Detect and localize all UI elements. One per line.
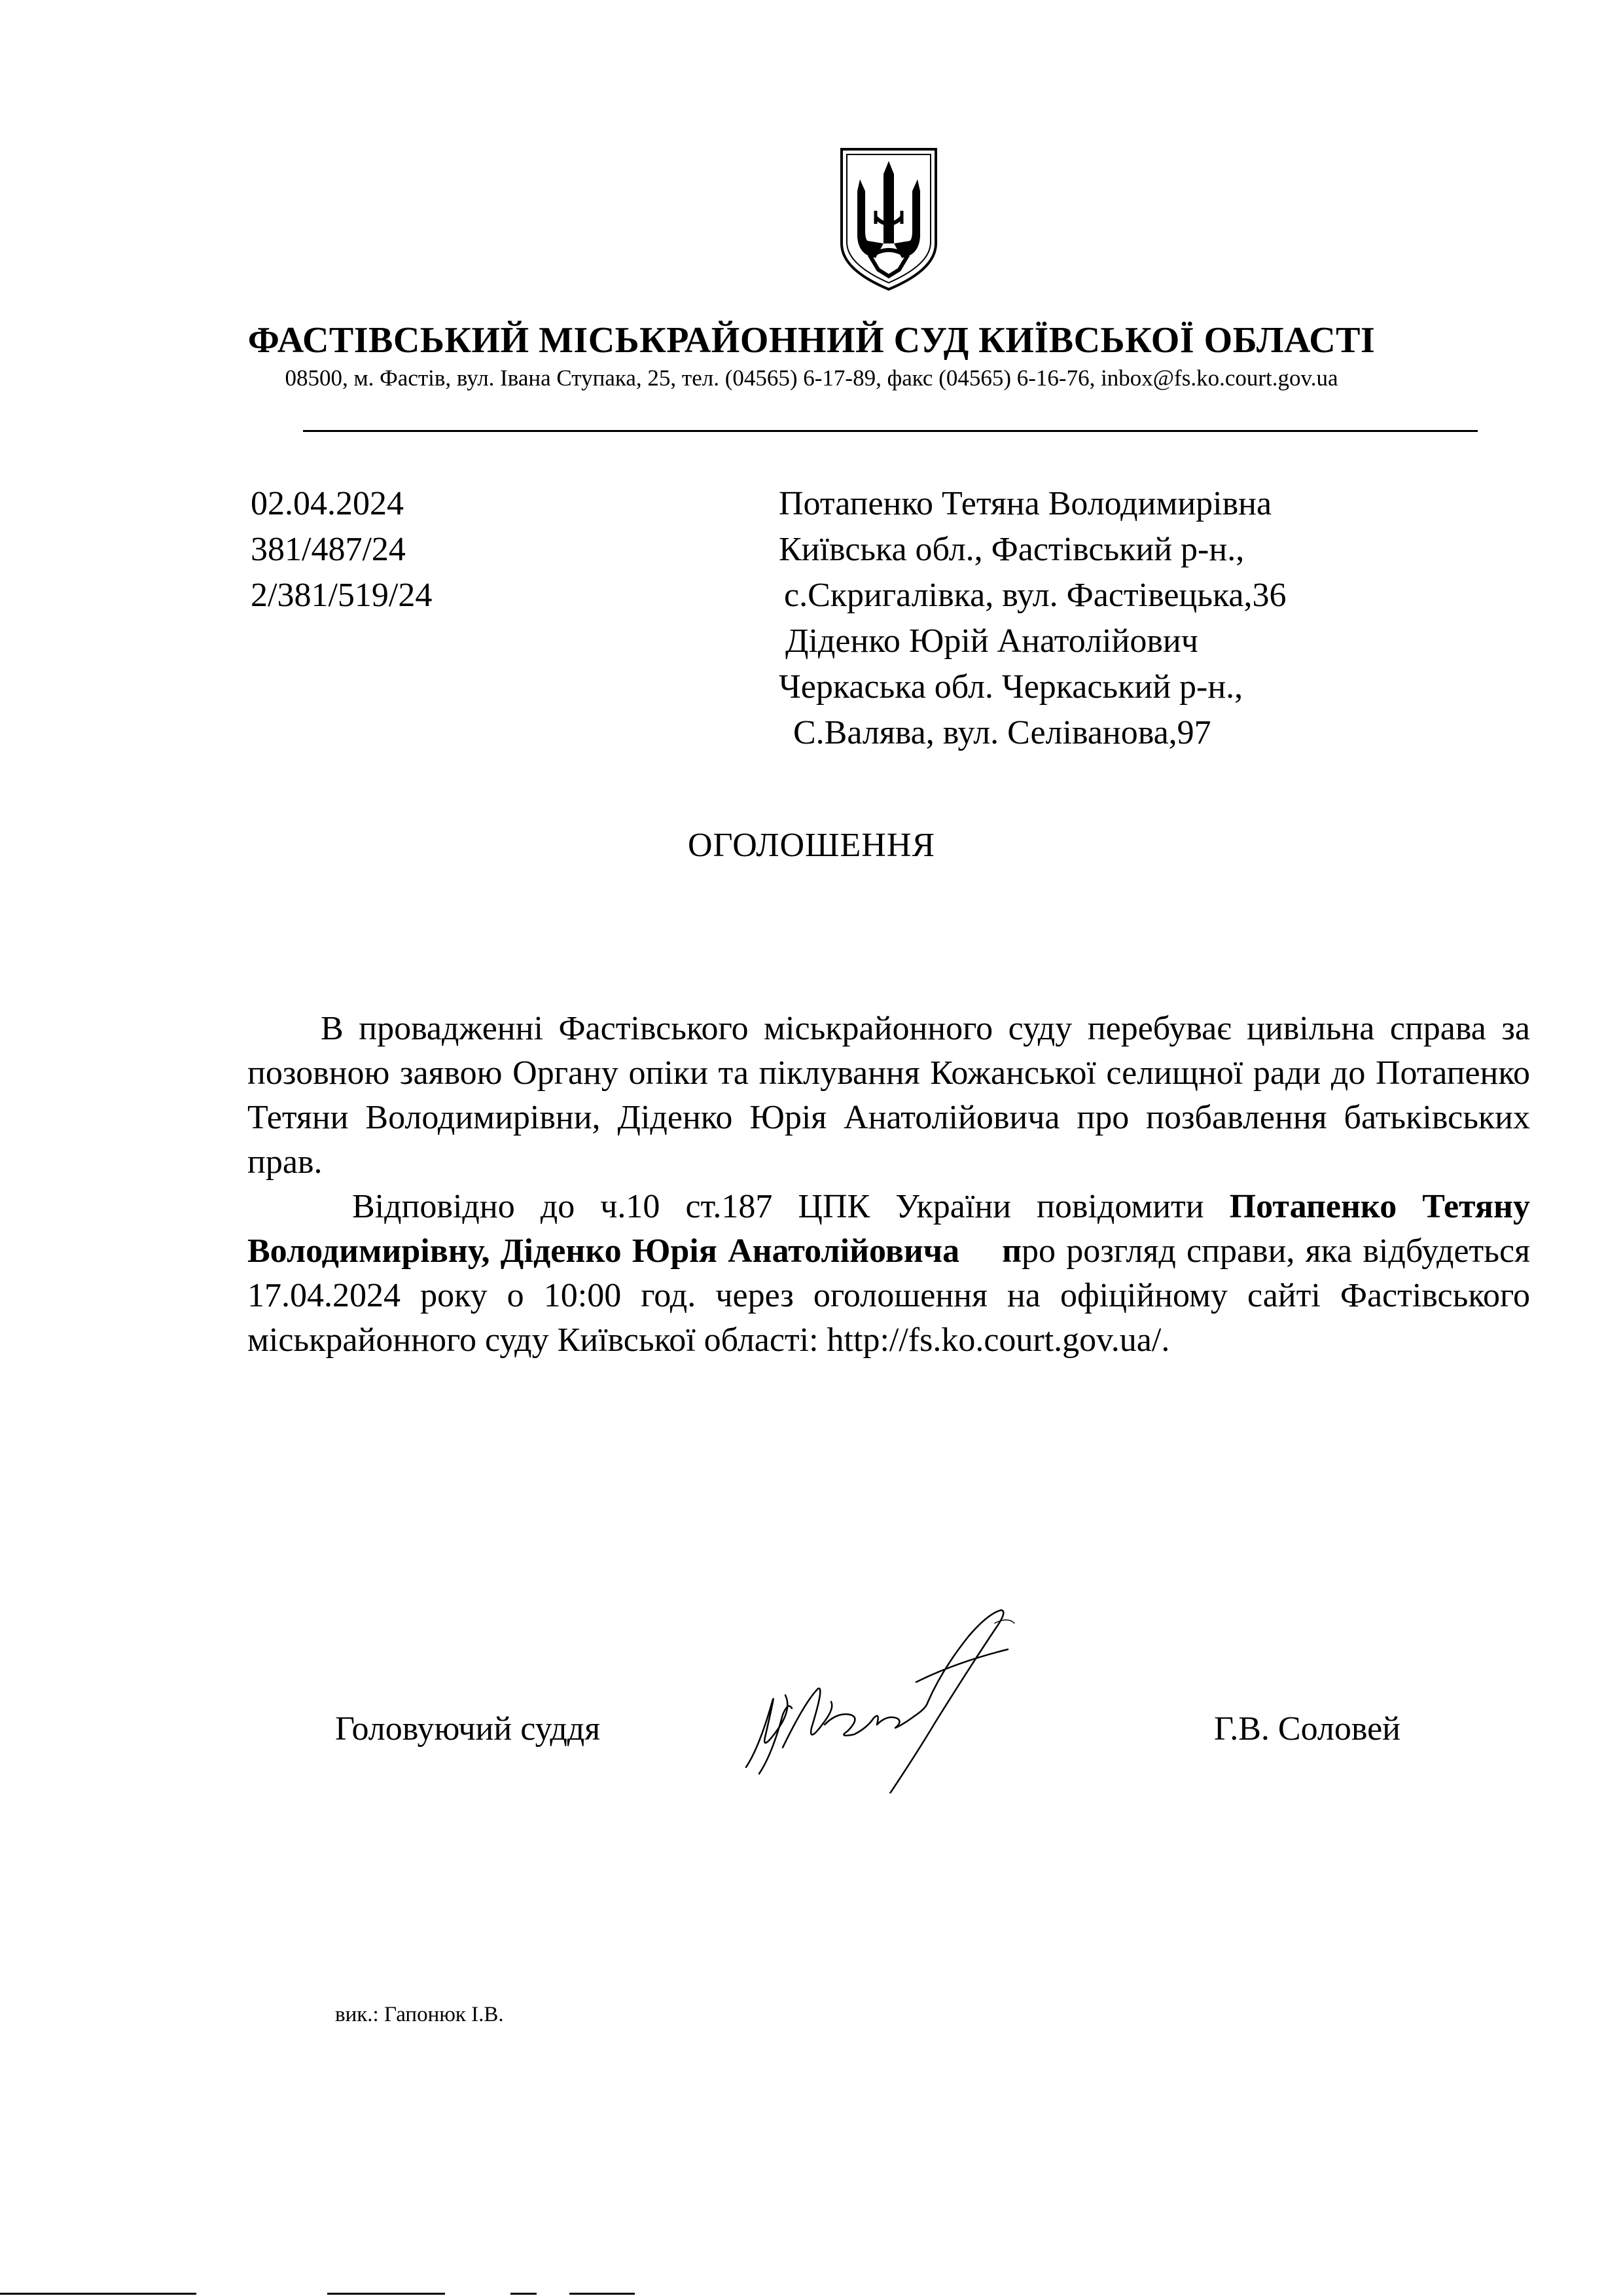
executor-note: вик.: Гапонюк І.В. (335, 2003, 504, 2026)
scan-edge-line (569, 2293, 635, 2295)
recipient-name-1: Потапенко Тетяна Володимирівна (779, 485, 1272, 522)
scan-edge-line (0, 2293, 196, 2295)
signer-role: Головуючий суддя (335, 1710, 601, 1748)
document-title: ОГОЛОШЕННЯ (687, 827, 936, 864)
court-address: 08500, м. Фастів, вул. Івана Ступака, 25, тел. (04565) 6-17-89, факс (04565) 6-16-76, inbox@fs.ko.court.gov.ua (285, 365, 1338, 391)
handwritten-signature (720, 1597, 1086, 1793)
paragraph-2-end: ро розгляд справи, яка відбудеться 17.04.2024 року о 10:00 год. через оголошення на офіційному сайті Фастівського міськрайонного суду Київської області: http://fs.ko.court.gov.ua/. (247, 1232, 1530, 1359)
body-paragraph-2 (247, 1185, 1530, 1363)
recipient-address-1b: с.Скригалівка, вул. Фастівецька,36 (784, 577, 1287, 614)
header-divider (303, 430, 1478, 432)
case-number: 381/487/24 (251, 531, 406, 568)
notified-parties: Потапенко Тетяну Володимирівну, Діденко Юрія Анатолійовича (247, 1188, 1530, 1270)
recipient-name-2: Діденко Юрій Анатолійович (785, 622, 1198, 660)
recipient-address-2b: С.Валява, вул. Селіванова,97 (793, 714, 1211, 751)
court-name: ФАСТІВСЬКИЙ МІСЬКРАЙОННИЙ СУД КИЇВСЬКОЇ ОБЛАСТІ (247, 320, 1376, 361)
document-date: 02.04.2024 (251, 485, 404, 522)
paragraph-2-start: Відповідно до ч.10 ст.187 ЦПК України повідомити (352, 1188, 1230, 1225)
trident-coat-of-arms-icon (836, 145, 941, 293)
scan-edge-line (510, 2293, 537, 2295)
scan-edge-line (327, 2293, 445, 2295)
body-paragraph-1: В провадженні Фастівського міськрайонного суду перебуває цивільна справа за позовною заявою Органу опіки та піклування Кожанської селищної ради до Потапенко Тетяни Володимирівни, Діденко Юрія Анатолійовича про позбавлення батьківських прав. (247, 1010, 1530, 1181)
recipient-address-2a: Черкаська обл. Черкаський р-н., (779, 668, 1243, 706)
announcement-body (247, 1007, 1530, 1363)
proceeding-number: 2/381/519/24 (251, 577, 433, 614)
recipient-address-1a: Київська обл., Фастівський р-н., (779, 531, 1245, 568)
paragraph-2-bold-letter: п (1002, 1232, 1022, 1270)
signer-name: Г.В. Соловей (1214, 1710, 1400, 1748)
